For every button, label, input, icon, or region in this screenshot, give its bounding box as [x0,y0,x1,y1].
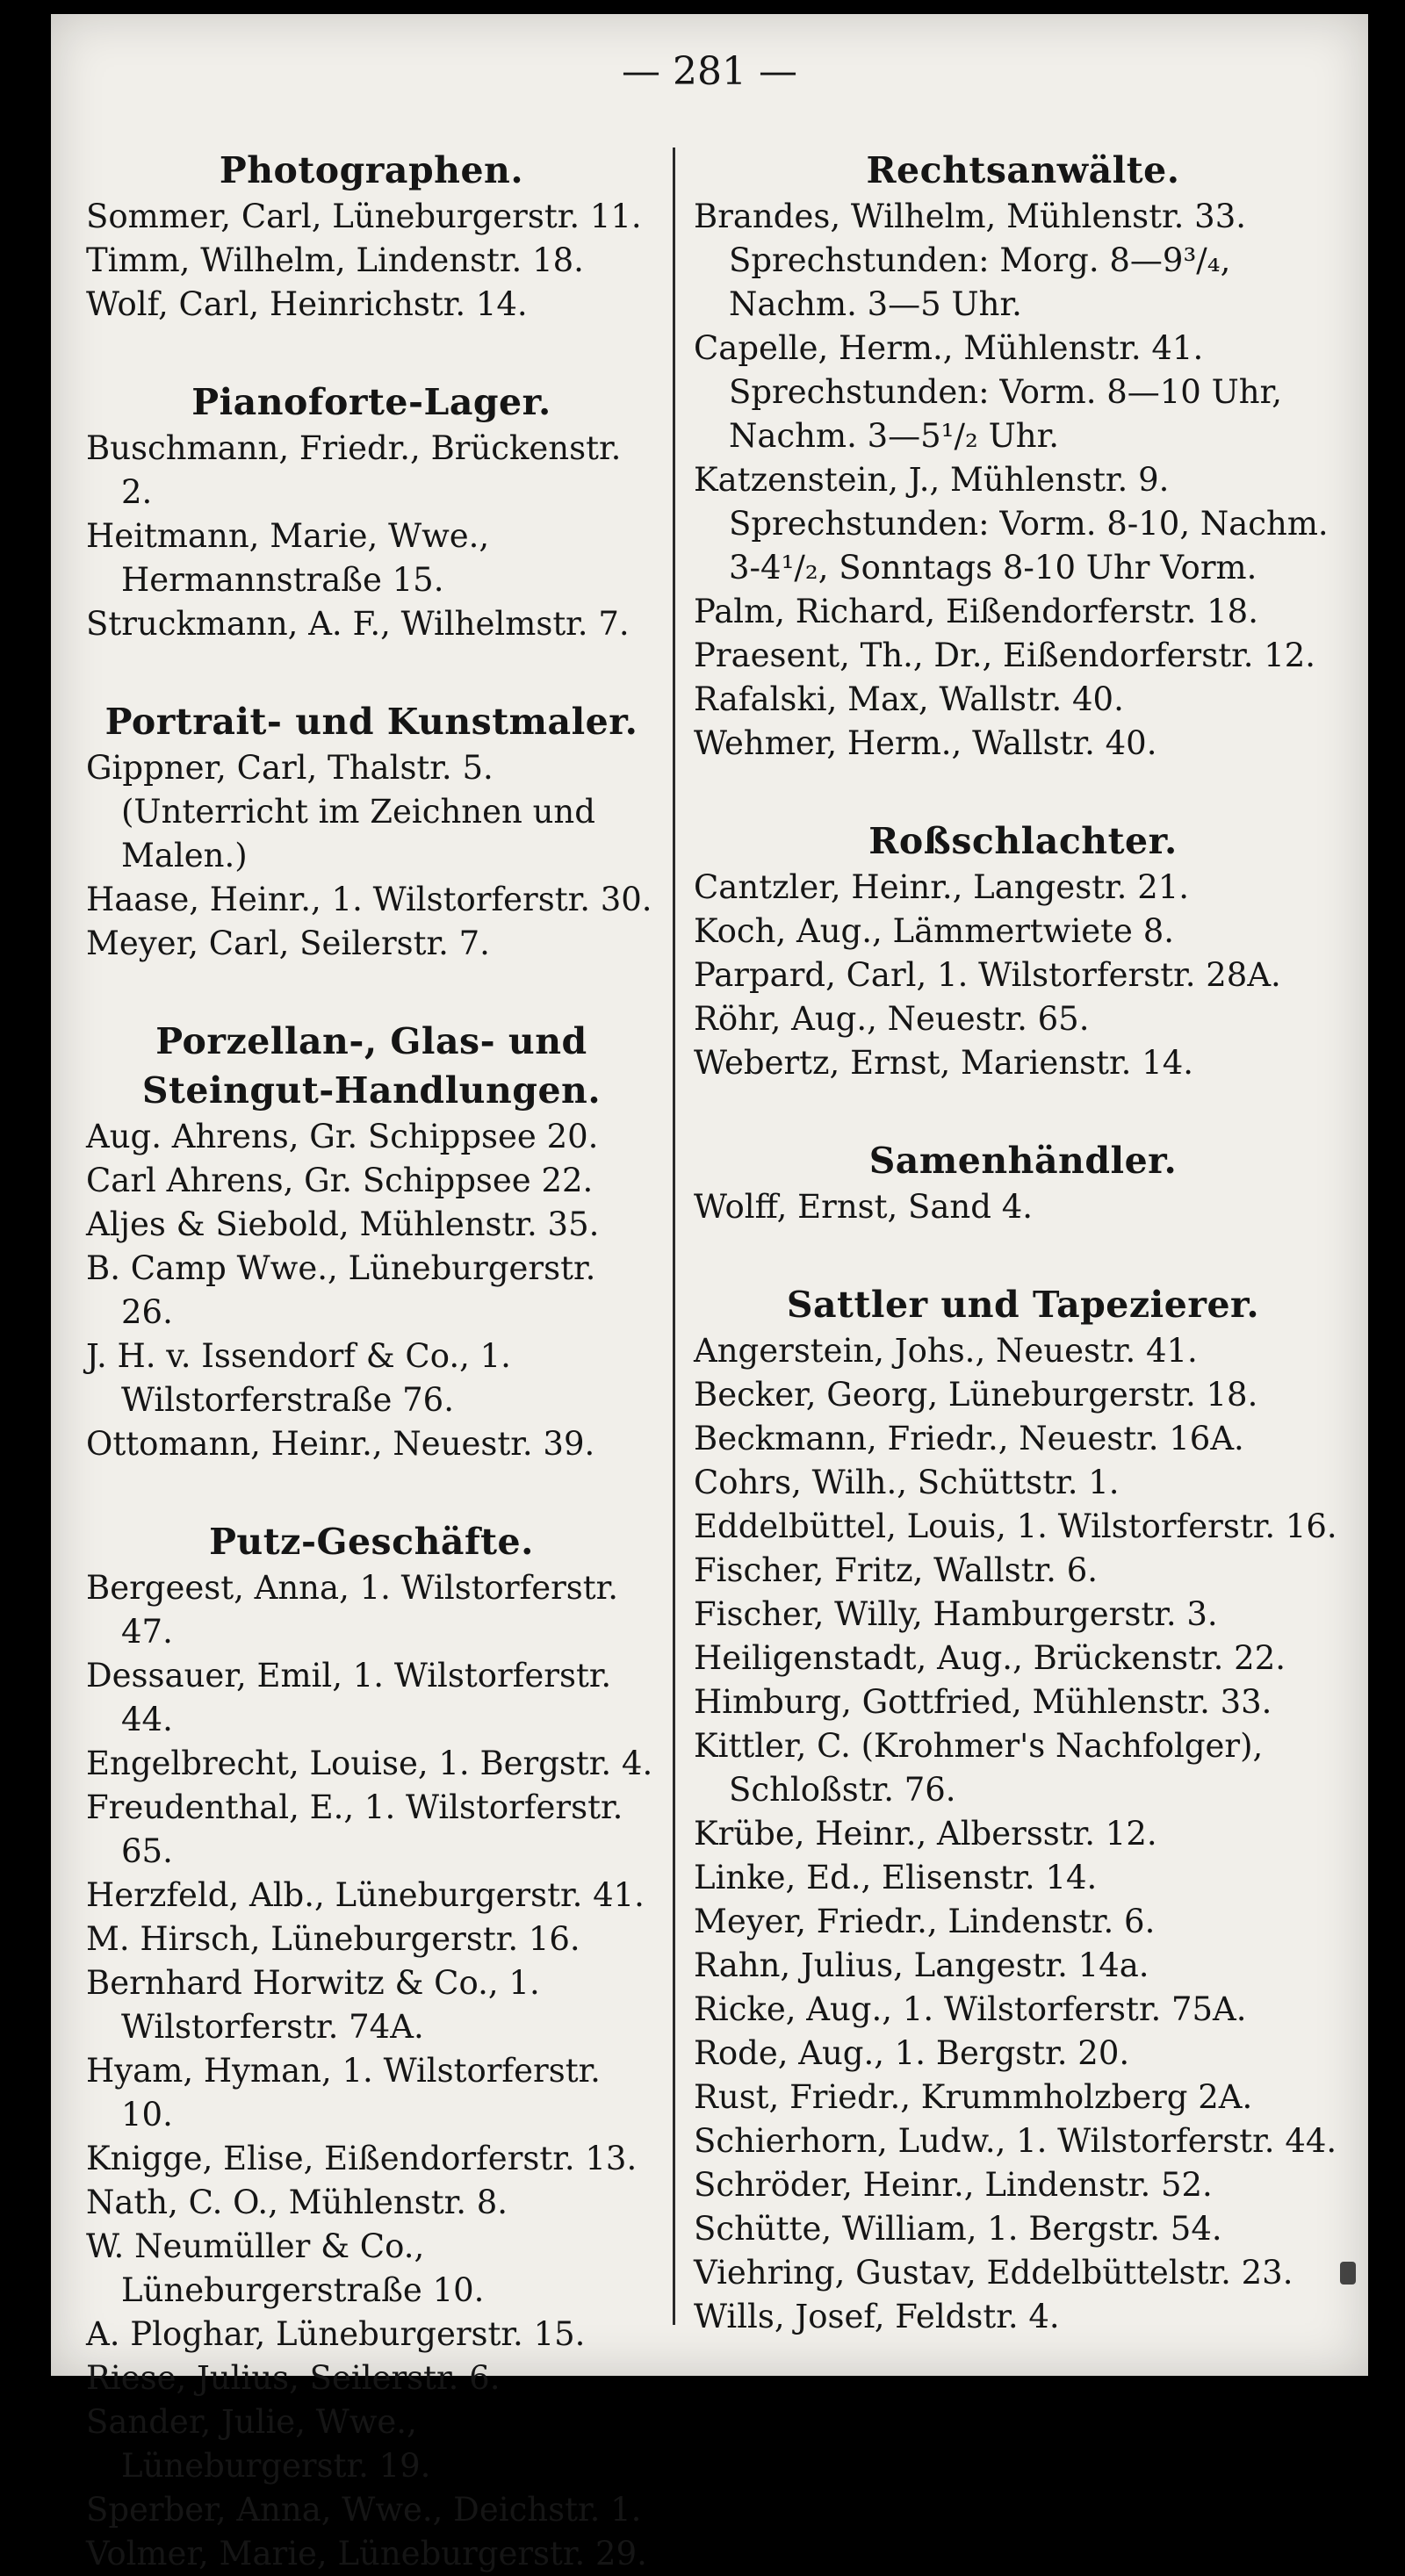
directory-entry: Schröder, Heinr., Lindenstr. 52. [694,2166,1213,2204]
directory-entry: Haase, Heinr., 1. Wilstorferstr. 30. [86,881,652,918]
directory-entry: Viehring, Gustav, Eddelbüttelstr. 23. [694,2254,1293,2292]
entry-list [86,746,657,966]
directory-entry: Brandes, Wilhelm, Mühlenstr. 33. Sprechstunden: Morg. 8—9³/₄, Nachm. 3—5 Uhr. [694,198,1247,323]
directory-entry: Angerstein, Johs., Neuestr. 41. [694,1332,1198,1370]
directory-entry: Struckmann, A. F., Wilhelmstr. 7. [86,605,630,643]
directory-entry: Webertz, Ernst, Marienstr. 14. [694,1044,1194,1082]
directory-entry: Freudenthal, E., 1. Wilstorferstr. 65. [86,1788,623,1870]
directory-entry: Heitmann, Marie, Wwe., Hermannstraße 15. [86,517,490,599]
scan-smudge [1340,2262,1356,2285]
directory-entry: Wolf, Carl, Heinrichstr. 14. [86,285,528,323]
directory-entry: Linke, Ed., Elisenstr. 14. [694,1859,1098,1896]
directory-entry: Kittler, C. (Krohmer's Nachfolger), Schloßstr. 76. [694,1727,1264,1809]
directory-entry: Praesent, Th., Dr., Eißendorferstr. 12. [694,637,1316,674]
section-gap [694,1085,1352,1136]
entry-list [694,866,1352,1085]
directory-entry: Buschmann, Friedr., Brückenstr. 2. [86,429,622,511]
directory-entry: Meyer, Carl, Seilerstr. 7. [86,925,490,962]
directory-entry: Rust, Friedr., Krummholzberg 2A. [694,2078,1253,2116]
directory-entry: J. H. v. Issendorf & Co., 1. Wilstorferstraße 76. [86,1337,511,1419]
section-sattler-und-tapezierer [694,1280,1352,2339]
section-porzellan-glas-und-steingut-handlungen [86,1017,657,1466]
directory-entry: M. Hirsch, Lüneburgerstr. 16. [86,1920,580,1958]
directory-entry: Riese, Julius, Seilerstr. 6. [86,2359,501,2397]
section-rossschlachter [694,817,1352,1085]
directory-entry: Wills, Josef, Feldstr. 4. [694,2298,1060,2335]
section-samenhaendler [694,1136,1352,1229]
directory-entry: Aljes & Siebold, Mühlenstr. 35. [86,1205,600,1243]
page-number: — 281 — [622,49,797,94]
directory-entry: W. Neumüller & Co., Lüneburgerstraße 10. [86,2227,485,2309]
directory-entry: Wolff, Ernst, Sand 4. [694,1188,1034,1226]
section-portrait-und-kunstmaler [86,697,657,966]
directory-entry: Volmer, Marie, Lüneburgerstr. 29. [86,2535,647,2572]
directory-entry: Nath, C. O., Mühlenstr. 8. [86,2184,508,2221]
entry-list [86,1566,657,2576]
section-gap [86,327,657,378]
section-heading: Sattler und Tapezierer. [786,1284,1260,1326]
directory-entry: Rode, Aug., 1. Bergstr. 20. [694,2034,1130,2072]
directory-entry: Knigge, Elise, Eißendorferstr. 13. [86,2140,638,2177]
directory-entry: Bernhard Horwitz & Co., 1. Wilstorferstr. 74A. [86,1964,540,2046]
directory-entry: Engelbrecht, Louise, 1. Bergstr. 4. [86,1745,653,1782]
directory-entry: Rafalski, Max, Wallstr. 40. [694,680,1124,718]
section-gap [86,966,657,1017]
section-rechtsanwaelte [694,146,1352,766]
directory-entry: Cantzler, Heinr., Langestr. 21. [694,868,1190,906]
left-column [86,146,657,2576]
directory-entry: Koch, Aug., Lämmertwiete 8. [694,912,1174,950]
directory-entry: Aug. Ahrens, Gr. Schippsee 20. [86,1118,599,1155]
directory-entry: Heiligenstadt, Aug., Brückenstr. 22. [694,1639,1286,1677]
directory-entry: B. Camp Wwe., Lüneburgerstr. 26. [86,1249,596,1331]
section-gap [86,1466,657,1517]
directory-entry: Schütte, William, 1. Bergstr. 54. [694,2210,1222,2248]
directory-entry: Palm, Richard, Eißendorferstr. 18. [694,593,1258,630]
directory-entry: Carl Ahrens, Gr. Schippsee 22. [86,1162,594,1199]
directory-entry: Ottomann, Heinr., Neuestr. 39. [86,1425,595,1463]
entry-list [86,195,657,327]
directory-entry: Gippner, Carl, Thalstr. 5. (Unterricht im Zeichnen und Malen.) [86,749,595,874]
directory-entry: Capelle, Herm., Mühlenstr. 41. Sprechstunden: Vorm. 8—10 Uhr, Nachm. 3—5¹/₂ Uhr. [694,329,1282,455]
section-pianoforte-lager [86,378,657,646]
directory-entry: Katzenstein, J., Mühlenstr. 9. Sprechstunden: Vorm. 8-10, Nachm. 3-4¹/₂, Sonntags 8-10 Uhr Vorm. [694,461,1329,586]
directory-entry: Beckmann, Friedr., Neuestr. 16A. [694,1420,1244,1457]
section-heading: Portrait- und Kunstmaler. [104,701,638,743]
section-heading: Rechtsanwälte. [866,149,1180,191]
section-heading: Samenhändler. [868,1140,1178,1182]
directory-entry: Fischer, Willy, Hamburgerstr. 3. [694,1595,1218,1633]
directory-entry: Sperber, Anna, Wwe., Deichstr. 1. [86,2491,642,2529]
entry-list [86,1115,657,1466]
section-heading: Pianoforte-Lager. [191,381,551,423]
directory-entry: Ricke, Aug., 1. Wilstorferstr. 75A. [694,1990,1247,2028]
section-heading: Photographen. [219,149,524,191]
directory-entry: Parpard, Carl, 1. Wilstorferstr. 28A. [694,956,1281,994]
directory-entry: Eddelbüttel, Louis, 1. Wilstorferstr. 16. [694,1507,1337,1545]
directory-entry: Röhr, Aug., Neuestr. 65. [694,1000,1090,1038]
section-gap [86,646,657,697]
directory-entry: Wehmer, Herm., Wallstr. 40. [694,724,1157,762]
section-heading: Roßschlachter. [868,820,1178,862]
directory-entry: A. Ploghar, Lüneburgerstr. 15. [86,2315,586,2353]
directory-entry: Dessauer, Emil, 1. Wilstorferstr. 44. [86,1657,612,1738]
directory-entry: Meyer, Friedr., Lindenstr. 6. [694,1903,1156,1940]
directory-entry: Bergeest, Anna, 1. Wilstorferstr. 47. [86,1569,619,1651]
directory-entry: Himburg, Gottfried, Mühlenstr. 33. [694,1683,1272,1721]
directory-entry: Becker, Georg, Lüneburgerstr. 18. [694,1376,1258,1414]
directory-entry: Hyam, Hyman, 1. Wilstorferstr. 10. [86,2052,601,2133]
section-photographen [86,146,657,327]
directory-entry: Schierhorn, Ludw., 1. Wilstorferstr. 44. [694,2122,1337,2160]
entry-list [694,1185,1352,1229]
column-divider [673,148,675,2325]
section-heading: Putz-Geschäfte. [209,1521,534,1563]
section-heading: Porzellan-, Glas- und Steingut-Handlungen. [141,1020,602,1112]
entry-list [694,195,1352,766]
directory-entry: Rahn, Julius, Langestr. 14a. [694,1946,1149,1984]
directory-entry: Herzfeld, Alb., Lüneburgerstr. 41. [86,1876,645,1914]
section-gap [694,1229,1352,1280]
right-column [694,146,1352,2339]
section-putz-geschaefte [86,1517,657,2576]
directory-page [51,14,1368,2572]
entry-list [694,1329,1352,2339]
directory-entry: Cohrs, Wilh., Schüttstr. 1. [694,1464,1120,1501]
directory-entry: Sander, Julie, Wwe., Lüneburgerstr. 19. [86,2403,431,2485]
directory-entry: Timm, Wilhelm, Lindenstr. 18. [86,241,584,279]
directory-entry: Krübe, Heinr., Albersstr. 12. [694,1815,1157,1853]
directory-entry: Fischer, Fritz, Wallstr. 6. [694,1551,1099,1589]
section-gap [694,766,1352,817]
directory-entry: Sommer, Carl, Lüneburgerstr. 11. [86,198,642,235]
entry-list [86,427,657,646]
